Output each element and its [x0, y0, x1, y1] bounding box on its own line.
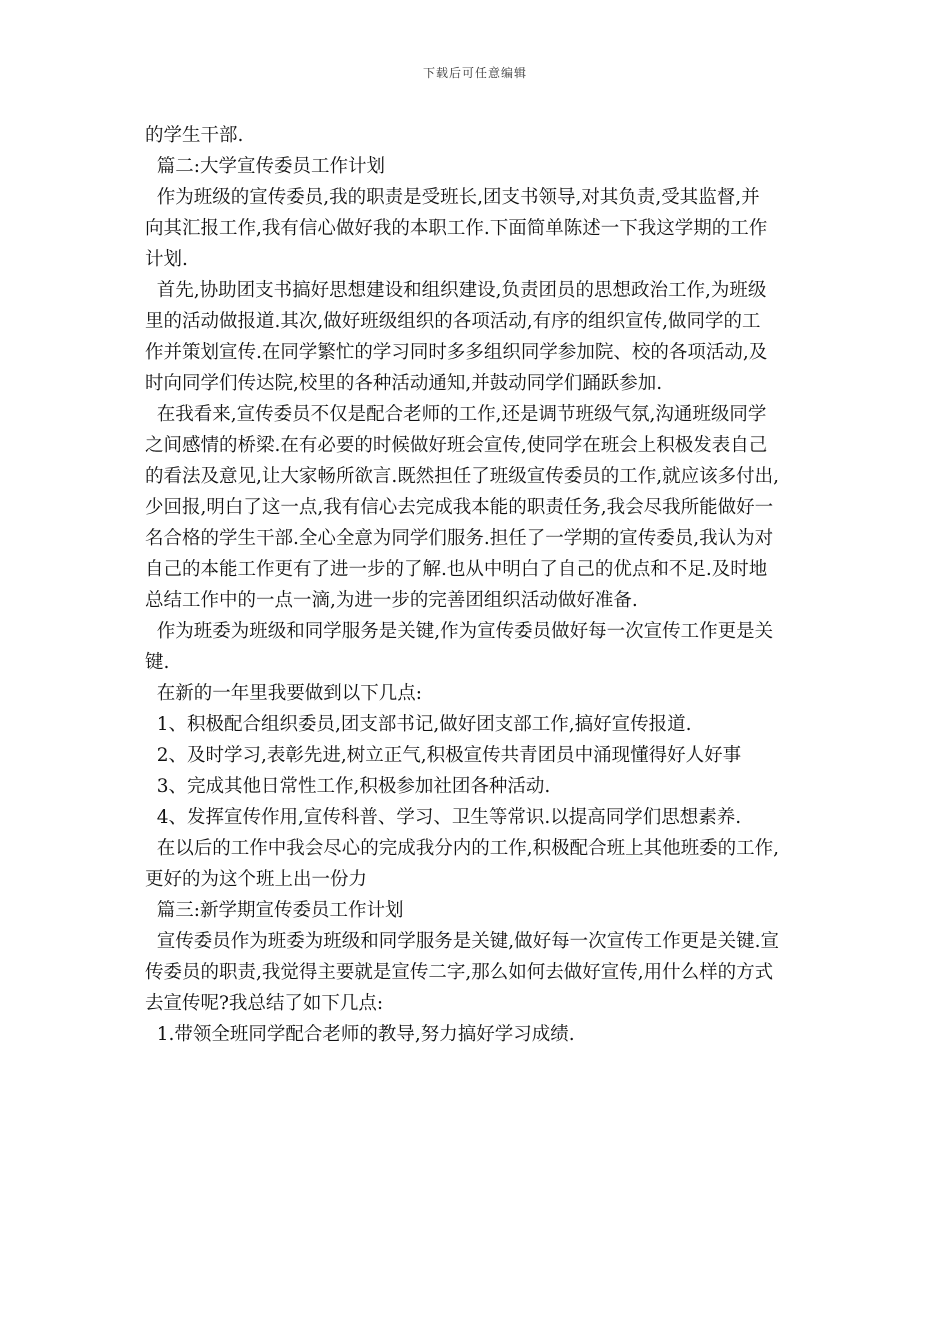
list-item: 2、及时学习,表彰先进,树立正气,积极宣传共青团员中涌现懂得好人好事 — [145, 745, 742, 766]
section-heading: 篇三:新学期宣传委员工作计划 — [145, 900, 404, 921]
list-item: 1.带领全班同学配合老师的教导,努力搞好学习成绩. — [145, 1024, 575, 1045]
text-line: 传委员的职责,我觉得主要就是宣传二字,那么如何去做好宣传,用什么样的方式 — [145, 962, 774, 983]
page-header-note: 下载后可任意编辑 — [422, 66, 527, 80]
text-line: 在以后的工作中我会尽心的完成我分内的工作,积极配合班上其他班委的工作, — [145, 838, 780, 859]
text-line: 自己的本能工作更有了进一步的了解.也从中明白了自己的优点和不足.及时地 — [145, 559, 768, 580]
text-line: 之间感情的桥梁.在有必要的时候做好班会宣传,使同学在班会上积极发表自己 — [145, 435, 768, 456]
text-line: 在新的一年里我要做到以下几点: — [145, 683, 422, 704]
document-body — [145, 120, 810, 1050]
list-item: 1、积极配合组织委员,团支部书记,做好团支部工作,搞好宣传报道. — [145, 714, 692, 735]
text-line: 在我看来,宣传委员不仅是配合老师的工作,还是调节班级气氛,沟通班级同学 — [145, 404, 767, 425]
text-line: 更好的为这个班上出一份力 — [145, 869, 368, 890]
text-line: 去宣传呢?我总结了如下几点: — [145, 993, 384, 1014]
text-line: 作并策划宣传.在同学繁忙的学习同时多多组织同学参加院、校的各项活动,及 — [145, 342, 768, 363]
text-line: 作为班级的宣传委员,我的职责是受班长,团支书领导,对其负责,受其监督,并 — [145, 187, 760, 208]
text-line: 的看法及意见,让大家畅所欲言.既然担任了班级宣传委员的工作,就应该多付出, — [145, 466, 780, 487]
text-line: 里的活动做报道.其次,做好班级组织的各项活动,有序的组织宣传,做同学的工 — [145, 311, 761, 332]
text-line: 宣传委员作为班委为班级和同学服务是关键,做好每一次宣传工作更是关键.宣 — [145, 931, 780, 952]
text-line: 的学生干部. — [145, 125, 244, 146]
list-item: 3、完成其他日常性工作,积极参加社团各种活动. — [145, 776, 551, 797]
text-line: 总结工作中的一点一滴,为进一步的完善团组织活动做好准备. — [145, 590, 638, 611]
text-line: 计划. — [145, 249, 188, 270]
text-line: 名合格的学生干部.全心全意为同学们服务.担任了一学期的宣传委员,我认为对 — [145, 528, 774, 549]
section-heading: 篇二:大学宣传委员工作计划 — [145, 156, 385, 177]
text-line: 向其汇报工作,我有信心做好我的本职工作.下面简单陈述一下我这学期的工作 — [145, 218, 768, 239]
text-line: 首先,协助团支书搞好思想建设和组织建设,负责团员的思想政治工作,为班级 — [145, 280, 767, 301]
list-item: 4、发挥宣传作用,宣传科普、学习、卫生等常识.以提高同学们思想素养. — [145, 807, 742, 828]
text-line: 作为班委为班级和同学服务是关键,作为宣传委员做好每一次宣传工作更是关 — [145, 621, 774, 642]
text-line: 时向同学们传达院,校里的各种活动通知,并鼓动同学们踊跃参加. — [145, 373, 663, 394]
text-line: 键. — [145, 652, 170, 673]
text-line: 少回报,明白了这一点,我有信心去完成我本能的职责任务,我会尽我所能做好一 — [145, 497, 774, 518]
